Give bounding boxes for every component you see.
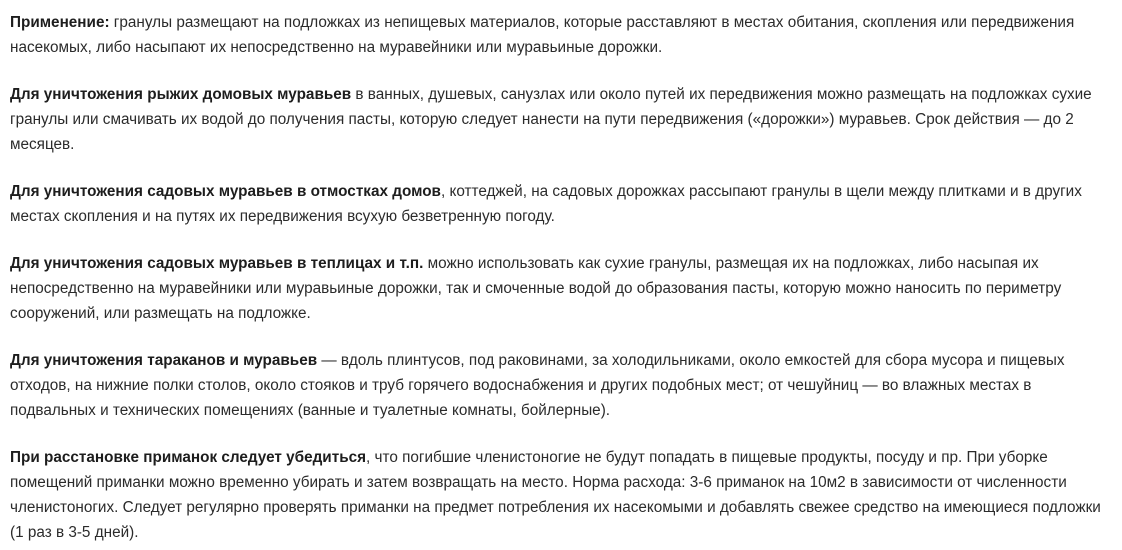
paragraph-lead: Для уничтожения рыжих домовых муравьев [10,86,352,103]
paragraph-garden-ants-greenhouse [10,251,1110,326]
paragraph-lead: Для уничтожения садовых муравьев в отмостках домов [10,183,441,200]
paragraph-lead: Для уничтожения садовых муравьев в теплицах и т.п. [10,255,424,272]
paragraph-text: , коттеджей, на садовых дорожках рассыпают гранулы в щели между плитками и в других местах скопления и на путях их передвижения всухую безветренную погоду. [10,183,1082,225]
paragraph-lead: При расстановке приманок следует убедиться [10,449,367,466]
paragraph-text: — вдоль плинтусов, под раковинами, за холодильниками, около емкостей для сбора мусора и пищевых отходов, на нижние полки столов, около стояков и труб горячего водоснабжения и других подобных мест; от чешуйниц — во влажных местах в подвальных и технических помещениях (ванные и туалетные комнаты, бойлерные). [10,352,1065,419]
paragraph-lead: Применение: [10,14,110,31]
paragraph-bait-placement [10,445,1110,545]
paragraph-application [10,10,1110,60]
paragraph-garden-ants-foundation [10,179,1110,229]
paragraph-text: гранулы размещают на подложках из непищевых материалов, которые расставляют в местах обитания, скопления или передвижения насекомых, либо насыпают их непосредственно на муравейники или муравьиные дорожки. [10,14,1075,56]
paragraph-text: в ванных, душевых, санузлах или около путей их передвижения можно размещать на подложках сухие гранулы или смачивать их водой до получения пасты, которую следует нанести на пути передвижения («дорожки») муравьев. Срок действия — до 2 месяцев. [10,86,1092,153]
paragraph-text: можно использовать как сухие гранулы, размещая их на подложках, либо насыпая их непосредственно на муравейники или муравьиные дорожки, так и смоченные водой до образования пасты, которую можно наносить по периметру сооружений, или размещать на подложке. [10,255,1062,322]
paragraph-house-ants [10,82,1110,157]
paragraph-lead: Для уничтожения тараканов и муравьев [10,352,318,369]
paragraph-cockroaches-ants [10,348,1110,423]
paragraph-text: , что погибшие членистоногие не будут попадать в пищевые продукты, посуду и пр. При уборке помещений приманки можно временно убирать и затем возвращать на место. Норма расхода: 3-6 приманок на 10м2 в зависимости от численности членистоногих. Следует регулярно проверять приманки на предмет потребления их насекомыми и добавлять свежее средство на имеющиеся подложки (1 раз в 3-5 дней). [10,449,1101,541]
